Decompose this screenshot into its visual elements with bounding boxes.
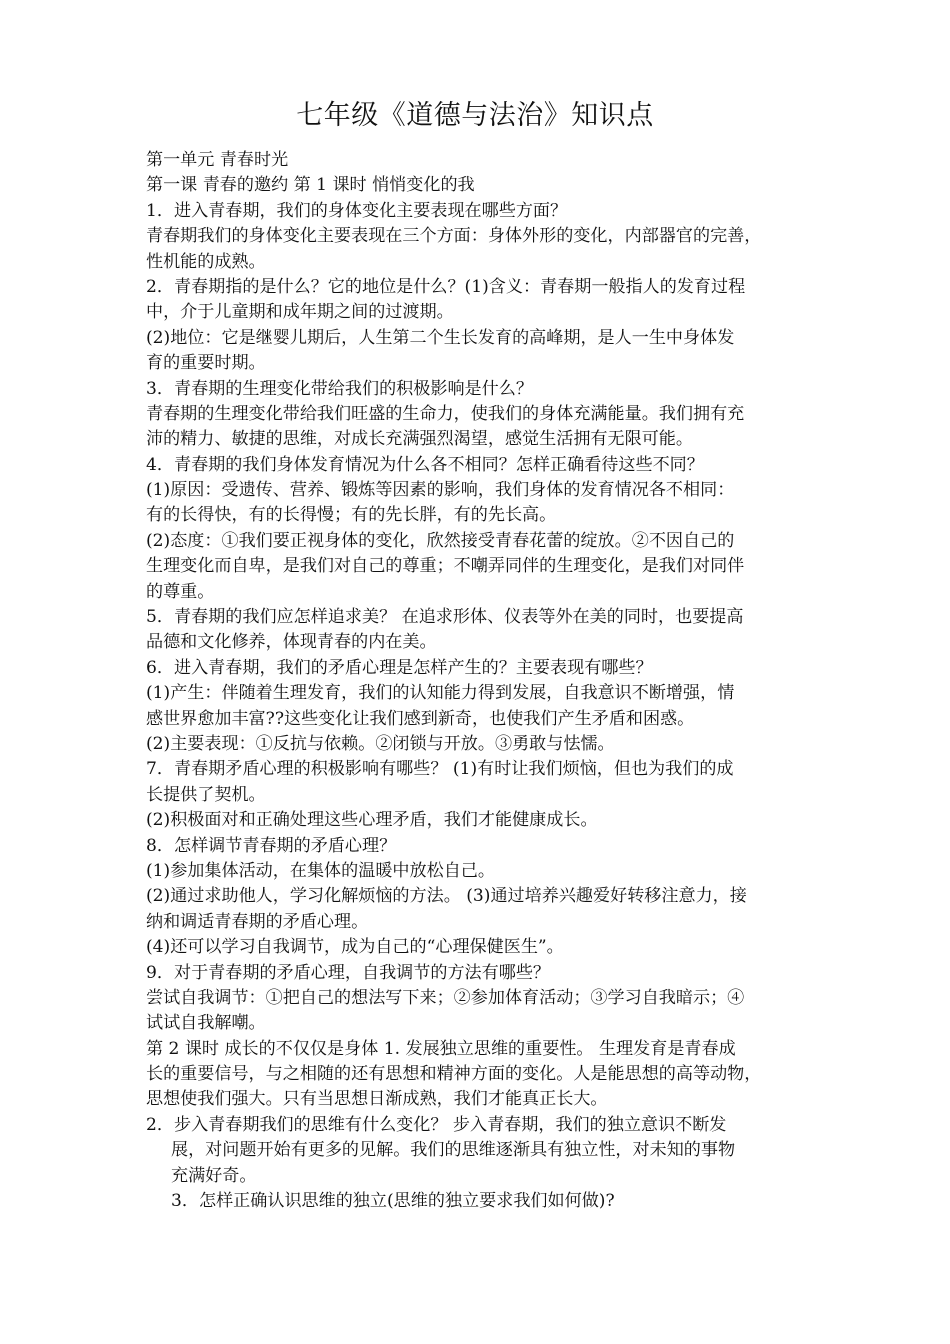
unit-heading: 第一单元 青春时光 [146,150,289,170]
question-line: 3．怎样正确认识思维的独立(思维的独立要求我们如何做)? [171,1191,615,1212]
answer-line: (2)主要表现：①反抗与依赖。②闭锁与开放。③勇敢与怯懦。 [146,733,615,754]
answer-line: 中，介于儿童期和成年期之间的过渡期。 [146,302,454,323]
answer-line: 充满好奇。 [171,1165,257,1186]
question-line: 4．青春期的我们身体发育情况为什么各不相同？怎样正确看待这些不同？ [146,454,704,475]
question-line: 2．步入青春期我们的思维有什么变化？ 步入青春期，我们的独立意识不断发 [146,1114,727,1135]
question-line: 9．对于青春期的矛盾心理，自我调节的方法有哪些？ [146,962,551,983]
answer-line: 纳和调适青春期的矛盾心理。 [146,911,369,932]
answer-line: 青春期的生理变化带给我们旺盛的生命力，使我们的身体充满能量。我们拥有充 [146,403,745,424]
answer-line: 长的重要信号，与之相随的还有思想和精神方面的变化。人是能思想的高等动物， [146,1064,762,1085]
document-body [146,148,814,1214]
answer-line: 青春期我们的身体变化主要表现在三个方面：身体外形的变化，内部器官的完善， [146,226,762,247]
answer-line: 性机能的成熟。 [146,251,266,272]
answer-line: 品德和文化修养，体现青春的内在美。 [146,632,437,653]
document-title: 七年级《道德与法治》知识点 [296,100,654,131]
question-line: 3．青春期的生理变化带给我们的积极影响是什么？ [146,378,533,399]
question-line: 7．青春期矛盾心理的积极影响有哪些？ (1)有时让我们烦恼，但也为我们的成 [146,759,734,780]
answer-line: (2)积极面对和正确处理这些心理矛盾，我们才能健康成长。 [146,810,598,831]
answer-line: 生理变化而自卑，是我们对自己的尊重；不嘲弄同伴的生理变化，是我们对同伴 [146,556,745,577]
answer-line: (1)原因：受遗传、营养、锻炼等因素的影响，我们身体的发育情况各不相同： [146,480,735,501]
answer-line: (1)参加集体活动，在集体的温暖中放松自己。 [146,860,495,881]
answer-line: 思想使我们强大。只有当思想日渐成熟，我们才能真正长大。 [146,1089,608,1110]
question-line: 5．青春期的我们应怎样追求美？ 在追求形体、仪表等外在美的同时，也要提高 [146,607,744,628]
answer-line: (2)地位：它是继婴儿期后，人生第二个生长发育的高峰期，是人一生中身体发 [146,327,735,348]
question-line: 2．青春期指的是什么？它的地位是什么？(1)含义：青春期一般指人的发育过程 [146,276,746,297]
answer-line: 展，对问题开始有更多的见解。我们的思维逐渐具有独立性，对未知的事物 [171,1140,736,1161]
answer-line: (2)态度：①我们要正视身体的变化，欣然接受青春花蕾的绽放。②不因自己的 [146,530,735,551]
answer-line: 有的长得快，有的长得慢；有的先长胖，有的先长高。 [146,505,557,526]
answer-line: 育的重要时期。 [146,353,266,374]
answer-line: 感世界愈加丰富??这些变化让我们感到新奇，也使我们产生矛盾和困惑。 [146,708,695,729]
question-line: 6．进入青春期，我们的矛盾心理是怎样产生的？主要表现有哪些？ [146,657,653,678]
lesson-heading: 第 2 课时 成长的不仅仅是身体 1. 发展独立思维的重要性。 生理发育是青春成 [146,1038,736,1059]
answer-line: 沛的精力、敏捷的思维，对成长充满强烈渴望，感觉生活拥有无限可能。 [146,429,693,450]
answer-line: (2)通过求助他人，学习化解烦恼的方法。 (3)通过培养兴趣爱好转移注意力，接 [146,886,747,907]
answer-line: 试试自我解嘲。 [146,1013,266,1034]
answer-line: 的尊重。 [146,581,215,602]
answer-line: 尝试自我调节：①把自己的想法写下来；②参加体育活动；③学习自我暗示；④ [146,987,745,1008]
lesson-heading: 第一课 青春的邀约 第 1 课时 悄悄变化的我 [146,175,475,196]
answer-line: (4)还可以学习自我调节，成为自己的“心理保健医生”。 [146,937,564,958]
question-line: 1．进入青春期，我们的身体变化主要表现在哪些方面？ [146,200,568,221]
question-line: 8．怎样调节青春期的矛盾心理？ [146,835,397,856]
answer-line: 长提供了契机。 [146,784,266,805]
answer-line: (1)产生：伴随着生理发育，我们的认知能力得到发展，自我意识不断增强，情 [146,683,735,704]
